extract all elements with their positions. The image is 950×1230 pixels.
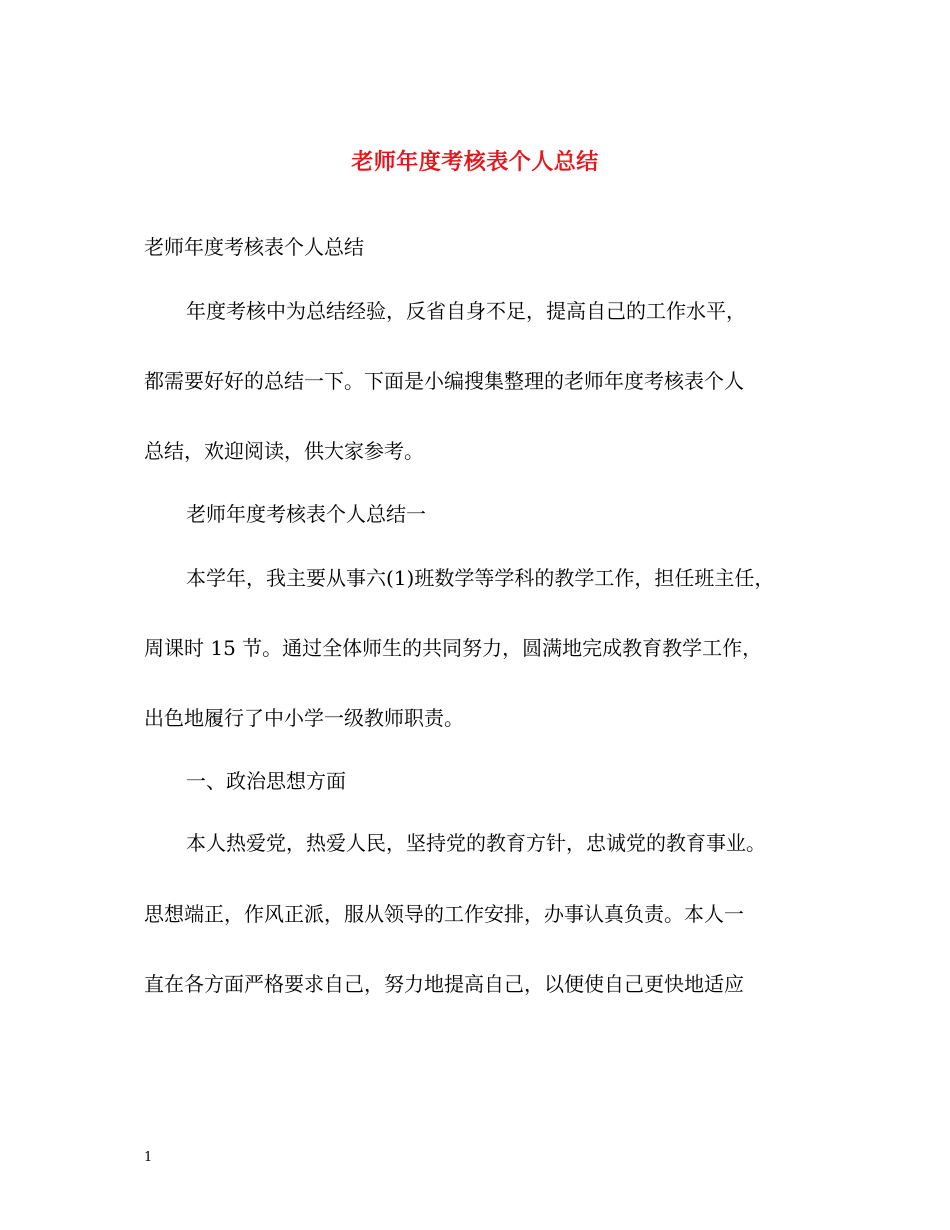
document-title: 老师年度考核表个人总结 bbox=[351, 149, 599, 175]
body-line: 本学年，我主要从事六(1)班数学等学科的教学工作，担任班主任， bbox=[186, 566, 775, 590]
body-line: 本人热爱党，热爱人民，坚持党的教育方针，忠诚党的教育事业。 bbox=[186, 831, 766, 855]
body-line: 总结，欢迎阅读，供大家参考。 bbox=[144, 439, 424, 463]
body-line: 直在各方面严格要求自己，努力地提高自己，以便使自己更快地适应 bbox=[144, 972, 744, 996]
body-line-heading: 老师年度考核表个人总结 bbox=[144, 235, 364, 259]
page-number: 1 bbox=[144, 1150, 153, 1165]
body-line: 年度考核中为总结经验，反省自身不足，提高自己的工作水平， bbox=[186, 299, 746, 323]
body-line: 都需要好好的总结一下。下面是小编搜集整理的老师年度考核表个人 bbox=[144, 369, 744, 393]
body-line: 周课时 15 节。通过全体师生的共同努力，圆满地完成教育教学工作， bbox=[144, 636, 763, 660]
section-heading: 一、政治思想方面 bbox=[186, 769, 346, 793]
body-line: 思想端正，作风正派，服从领导的工作安排，办事认真负责。本人一 bbox=[144, 902, 744, 926]
section-heading: 老师年度考核表个人总结一 bbox=[186, 502, 426, 526]
body-line: 出色地履行了中小学一级教师职责。 bbox=[144, 706, 464, 730]
